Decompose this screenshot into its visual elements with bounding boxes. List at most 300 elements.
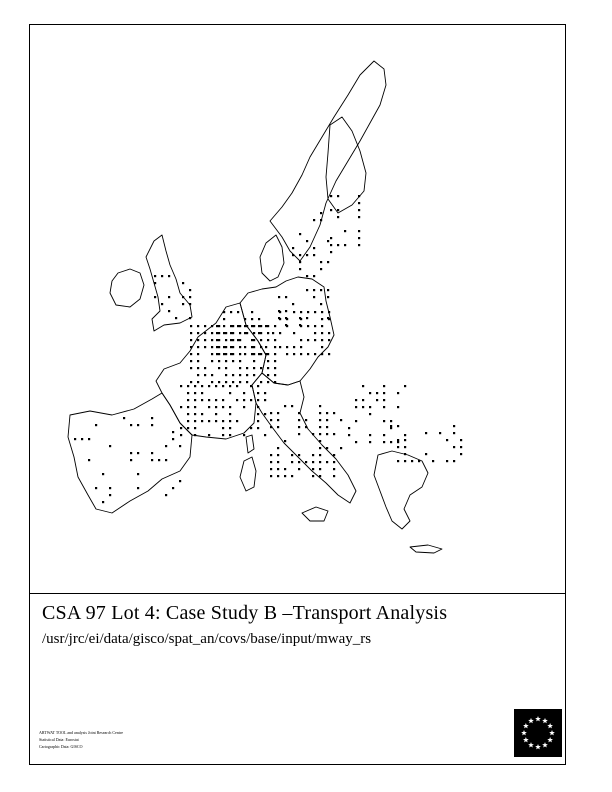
transport-marker	[194, 399, 196, 401]
transport-marker	[197, 339, 199, 341]
transport-marker	[253, 367, 255, 369]
flag-star-icon	[542, 718, 548, 723]
transport-marker	[291, 475, 293, 477]
transport-marker	[208, 434, 210, 436]
transport-marker	[260, 353, 262, 355]
transport-marker	[130, 459, 132, 461]
transport-marker	[225, 367, 227, 369]
transport-marker	[194, 427, 196, 429]
transport-marker	[187, 392, 189, 394]
transport-marker	[306, 275, 308, 277]
transport-marker	[383, 434, 385, 436]
transport-marker	[453, 446, 455, 448]
transport-marker	[274, 353, 276, 355]
transport-marker	[208, 406, 210, 408]
credits-block	[39, 730, 123, 751]
transport-marker	[397, 425, 399, 427]
transport-marker	[260, 346, 262, 348]
transport-marker	[264, 392, 266, 394]
transport-marker	[293, 332, 295, 334]
transport-marker	[274, 360, 276, 362]
transport-marker	[236, 385, 238, 387]
transport-marker	[197, 360, 199, 362]
transport-marker	[453, 425, 455, 427]
transport-marker	[250, 427, 252, 429]
transport-marker	[161, 303, 163, 305]
transport-marker	[265, 325, 267, 327]
transport-marker	[327, 240, 329, 242]
flag-star-icon	[528, 718, 534, 723]
transport-marker	[284, 475, 286, 477]
transport-marker	[460, 453, 462, 455]
transport-marker	[216, 346, 218, 348]
transport-marker	[390, 425, 392, 427]
transport-marker	[197, 353, 199, 355]
transport-marker	[190, 339, 192, 341]
transport-marker	[229, 434, 231, 436]
transport-marker	[109, 487, 111, 489]
transport-marker	[327, 289, 329, 291]
transport-marker	[291, 454, 293, 456]
transport-marker	[225, 332, 227, 334]
transport-marker	[211, 346, 213, 348]
transport-marker	[340, 447, 342, 449]
transport-marker	[253, 325, 255, 327]
transport-marker	[197, 332, 199, 334]
transport-marker	[330, 244, 332, 246]
transport-marker	[313, 254, 315, 256]
transport-marker	[383, 420, 385, 422]
transport-marker	[154, 296, 156, 298]
transport-marker	[218, 339, 220, 341]
transport-marker	[333, 475, 335, 477]
transport-marker	[222, 427, 224, 429]
transport-marker	[260, 339, 262, 341]
transport-marker	[298, 433, 300, 435]
transport-marker	[330, 237, 332, 239]
transport-marker	[330, 209, 332, 211]
transport-marker	[182, 296, 184, 298]
transport-marker	[187, 420, 189, 422]
transport-marker	[216, 332, 218, 334]
transport-marker	[182, 303, 184, 305]
transport-marker	[243, 406, 245, 408]
transport-marker	[383, 406, 385, 408]
transport-marker	[258, 332, 260, 334]
transport-marker	[215, 420, 217, 422]
transport-marker	[230, 339, 232, 341]
transport-marker	[216, 325, 218, 327]
transport-marker	[239, 381, 241, 383]
transport-marker	[267, 332, 269, 334]
transport-marker	[236, 420, 238, 422]
transport-marker	[179, 445, 181, 447]
transport-marker	[137, 452, 139, 454]
transport-marker	[229, 385, 231, 387]
transport-marker	[218, 346, 220, 348]
transport-marker	[446, 439, 448, 441]
transport-marker	[383, 385, 385, 387]
transport-marker	[190, 367, 192, 369]
transport-marker	[307, 311, 309, 313]
transport-marker	[165, 494, 167, 496]
transport-marker	[244, 346, 246, 348]
transport-marker	[239, 353, 241, 355]
transport-marker	[180, 385, 182, 387]
transport-marker	[369, 441, 371, 443]
transport-marker	[232, 374, 234, 376]
transport-marker	[306, 254, 308, 256]
transport-marker	[274, 367, 276, 369]
transport-marker	[418, 460, 420, 462]
transport-marker	[232, 353, 234, 355]
transport-marker	[225, 339, 227, 341]
transport-marker	[123, 417, 125, 419]
transport-marker	[260, 325, 262, 327]
transport-marker	[251, 346, 253, 348]
transport-marker	[411, 460, 413, 462]
transport-marker	[258, 318, 260, 320]
transport-marker	[267, 381, 269, 383]
transport-marker	[216, 353, 218, 355]
transport-marker	[286, 346, 288, 348]
transport-marker	[237, 325, 239, 327]
transport-marker	[298, 454, 300, 456]
transport-marker	[321, 311, 323, 313]
transport-marker	[194, 434, 196, 436]
transport-marker	[190, 346, 192, 348]
transport-marker	[298, 461, 300, 463]
transport-marker	[168, 275, 170, 277]
transport-marker	[291, 405, 293, 407]
transport-marker	[390, 427, 392, 429]
transport-marker	[197, 325, 199, 327]
transport-marker	[300, 339, 302, 341]
transport-marker	[109, 494, 111, 496]
transport-marker	[319, 426, 321, 428]
transport-marker	[314, 325, 316, 327]
transport-marker	[305, 426, 307, 428]
transport-marker	[218, 367, 220, 369]
transport-marker	[253, 353, 255, 355]
transport-marker	[251, 318, 253, 320]
coverage-path: /usr/jrc/ei/data/gisco/spat_an/covs/base/input/mway_rs	[42, 631, 372, 647]
transport-marker	[180, 434, 182, 436]
transport-marker	[306, 317, 308, 319]
transport-marker	[362, 406, 364, 408]
transport-marker	[264, 413, 266, 415]
transport-marker	[348, 427, 350, 429]
transport-marker	[330, 195, 332, 197]
transport-marker	[312, 461, 314, 463]
transport-marker	[300, 311, 302, 313]
transport-marker	[172, 438, 174, 440]
transport-marker	[277, 461, 279, 463]
transport-marker	[267, 339, 269, 341]
transport-marker	[337, 216, 339, 218]
transport-marker	[369, 434, 371, 436]
transport-marker	[328, 339, 330, 341]
transport-marker	[201, 413, 203, 415]
transport-marker	[327, 261, 329, 263]
transport-marker	[175, 317, 177, 319]
transport-marker	[397, 446, 399, 448]
transport-marker	[293, 311, 295, 313]
transport-marker	[313, 219, 315, 221]
transport-marker	[264, 399, 266, 401]
transport-marker	[187, 427, 189, 429]
transport-marker	[358, 209, 360, 211]
transport-marker	[326, 433, 328, 435]
transport-marker	[277, 454, 279, 456]
transport-marker	[244, 318, 246, 320]
flag-star-icon	[535, 744, 541, 749]
transport-marker	[298, 426, 300, 428]
transport-marker	[404, 385, 406, 387]
transport-marker	[460, 446, 462, 448]
transport-marker	[358, 202, 360, 204]
transport-marker	[239, 325, 241, 327]
transport-marker	[223, 311, 225, 313]
transport-marker	[208, 420, 210, 422]
transport-marker	[154, 275, 156, 277]
transport-marker	[229, 392, 231, 394]
transport-marker	[251, 339, 253, 341]
transport-marker	[250, 385, 252, 387]
transport-marker	[314, 339, 316, 341]
transport-marker	[232, 339, 234, 341]
transport-marker	[257, 413, 259, 415]
credit-line: Statistical Data: Eurostat	[39, 737, 79, 742]
transport-marker	[253, 360, 255, 362]
transport-marker	[222, 420, 224, 422]
transport-marker	[223, 346, 225, 348]
transport-marker	[369, 406, 371, 408]
transport-marker	[285, 324, 287, 326]
transport-marker	[158, 459, 160, 461]
transport-marker	[284, 440, 286, 442]
transport-marker	[285, 317, 287, 319]
transport-marker	[390, 420, 392, 422]
transport-marker	[284, 405, 286, 407]
transport-marker	[319, 440, 321, 442]
transport-marker	[218, 353, 220, 355]
transport-marker	[328, 311, 330, 313]
transport-marker	[320, 268, 322, 270]
transport-marker	[215, 406, 217, 408]
transport-marker	[299, 261, 301, 263]
transport-marker	[319, 419, 321, 421]
transport-marker	[277, 447, 279, 449]
transport-marker	[333, 461, 335, 463]
transport-marker	[204, 325, 206, 327]
transport-marker	[453, 460, 455, 462]
transport-marker	[453, 432, 455, 434]
transport-marker	[291, 461, 293, 463]
transport-marker	[358, 237, 360, 239]
transport-marker	[243, 399, 245, 401]
transport-marker	[225, 381, 227, 383]
transport-marker	[404, 446, 406, 448]
transport-marker	[439, 432, 441, 434]
transport-marker	[314, 332, 316, 334]
transport-marker	[257, 406, 259, 408]
transport-marker	[333, 454, 335, 456]
transport-marker	[258, 325, 260, 327]
transport-marker	[194, 385, 196, 387]
scandinavia-outline	[270, 61, 386, 261]
transport-marker	[109, 445, 111, 447]
transport-marker	[216, 339, 218, 341]
transport-marker	[285, 296, 287, 298]
transport-marker	[218, 360, 220, 362]
transport-marker	[201, 399, 203, 401]
transport-marker	[211, 332, 213, 334]
transport-marker	[293, 346, 295, 348]
map-title: CSA 97 Lot 4: Case Study B –Transport Analysis	[42, 602, 448, 624]
transport-marker	[172, 487, 174, 489]
transport-marker	[319, 447, 321, 449]
transport-marker	[284, 468, 286, 470]
transport-marker	[137, 473, 139, 475]
transport-marker	[211, 374, 213, 376]
transport-marker	[327, 317, 329, 319]
transport-marker	[383, 392, 385, 394]
transport-marker	[189, 296, 191, 298]
transport-marker	[293, 353, 295, 355]
transport-marker	[425, 432, 427, 434]
transport-marker	[321, 318, 323, 320]
transport-marker	[204, 367, 206, 369]
transport-marker	[244, 332, 246, 334]
sicily-outline	[302, 507, 328, 521]
transport-marker	[446, 460, 448, 462]
transport-marker	[330, 251, 332, 253]
transport-marker	[239, 339, 241, 341]
transport-marker	[137, 487, 139, 489]
transport-marker	[313, 275, 315, 277]
transport-marker	[211, 339, 213, 341]
transport-marker	[230, 332, 232, 334]
transport-marker	[292, 303, 294, 305]
transport-marker	[312, 454, 314, 456]
transport-marker	[265, 346, 267, 348]
transport-marker	[333, 412, 335, 414]
transport-marker	[244, 353, 246, 355]
transport-marker	[312, 475, 314, 477]
transport-marker	[320, 261, 322, 263]
transport-marker	[244, 325, 246, 327]
transport-marker	[215, 385, 217, 387]
transport-marker	[165, 459, 167, 461]
transport-marker	[376, 399, 378, 401]
transport-marker	[243, 392, 245, 394]
transport-marker	[154, 282, 156, 284]
transport-marker	[194, 413, 196, 415]
transport-marker	[236, 399, 238, 401]
flag-star-icon	[521, 730, 527, 735]
transport-marker	[151, 424, 153, 426]
transport-marker	[358, 195, 360, 197]
transport-marker	[223, 318, 225, 320]
transport-marker	[264, 434, 266, 436]
transport-marker	[230, 311, 232, 313]
transport-marker	[102, 501, 104, 503]
transport-marker	[253, 346, 255, 348]
transport-marker	[328, 353, 330, 355]
transport-marker	[305, 461, 307, 463]
transport-marker	[397, 441, 399, 443]
transport-marker	[88, 459, 90, 461]
transport-marker	[320, 303, 322, 305]
transport-marker	[397, 406, 399, 408]
transport-marker	[312, 433, 314, 435]
transport-marker	[432, 460, 434, 462]
transport-marker	[232, 360, 234, 362]
transport-marker	[257, 427, 259, 429]
transport-marker	[137, 424, 139, 426]
transport-marker	[258, 353, 260, 355]
transport-marker	[327, 296, 329, 298]
transport-marker	[277, 412, 279, 414]
transport-marker	[246, 367, 248, 369]
transport-marker	[300, 346, 302, 348]
transport-marker	[314, 311, 316, 313]
transport-marker	[270, 468, 272, 470]
transport-marker	[237, 339, 239, 341]
crete-outline	[410, 545, 442, 553]
flag-star-icon	[523, 723, 529, 728]
transport-marker	[305, 419, 307, 421]
transport-marker	[321, 339, 323, 341]
transport-marker	[306, 240, 308, 242]
transport-marker	[253, 332, 255, 334]
transport-marker	[223, 325, 225, 327]
transport-marker	[222, 434, 224, 436]
transport-marker	[333, 468, 335, 470]
transport-marker	[270, 461, 272, 463]
credit-line: ARTWAT TOOL and analysis Joint Research Centre	[39, 730, 124, 735]
ireland-outline	[110, 269, 144, 307]
transport-marker	[307, 353, 309, 355]
transport-marker	[321, 346, 323, 348]
transport-marker	[168, 296, 170, 298]
transport-marker	[358, 244, 360, 246]
transport-marker	[362, 399, 364, 401]
transport-marker	[397, 392, 399, 394]
denmark-outline	[260, 235, 284, 281]
transport-marker	[232, 325, 234, 327]
transport-marker	[190, 332, 192, 334]
transport-marker	[204, 339, 206, 341]
transport-marker	[222, 385, 224, 387]
transport-marker	[194, 392, 196, 394]
transport-marker	[251, 325, 253, 327]
transport-marker	[253, 339, 255, 341]
transport-marker	[204, 332, 206, 334]
transport-marker	[211, 381, 213, 383]
transport-marker	[229, 427, 231, 429]
transport-marker	[187, 385, 189, 387]
transport-marker	[460, 439, 462, 441]
transport-marker	[277, 475, 279, 477]
transport-marker	[328, 332, 330, 334]
transport-marker	[190, 360, 192, 362]
transport-marker	[172, 431, 174, 433]
transport-marker	[246, 381, 248, 383]
transport-marker	[197, 381, 199, 383]
transport-marker	[201, 392, 203, 394]
